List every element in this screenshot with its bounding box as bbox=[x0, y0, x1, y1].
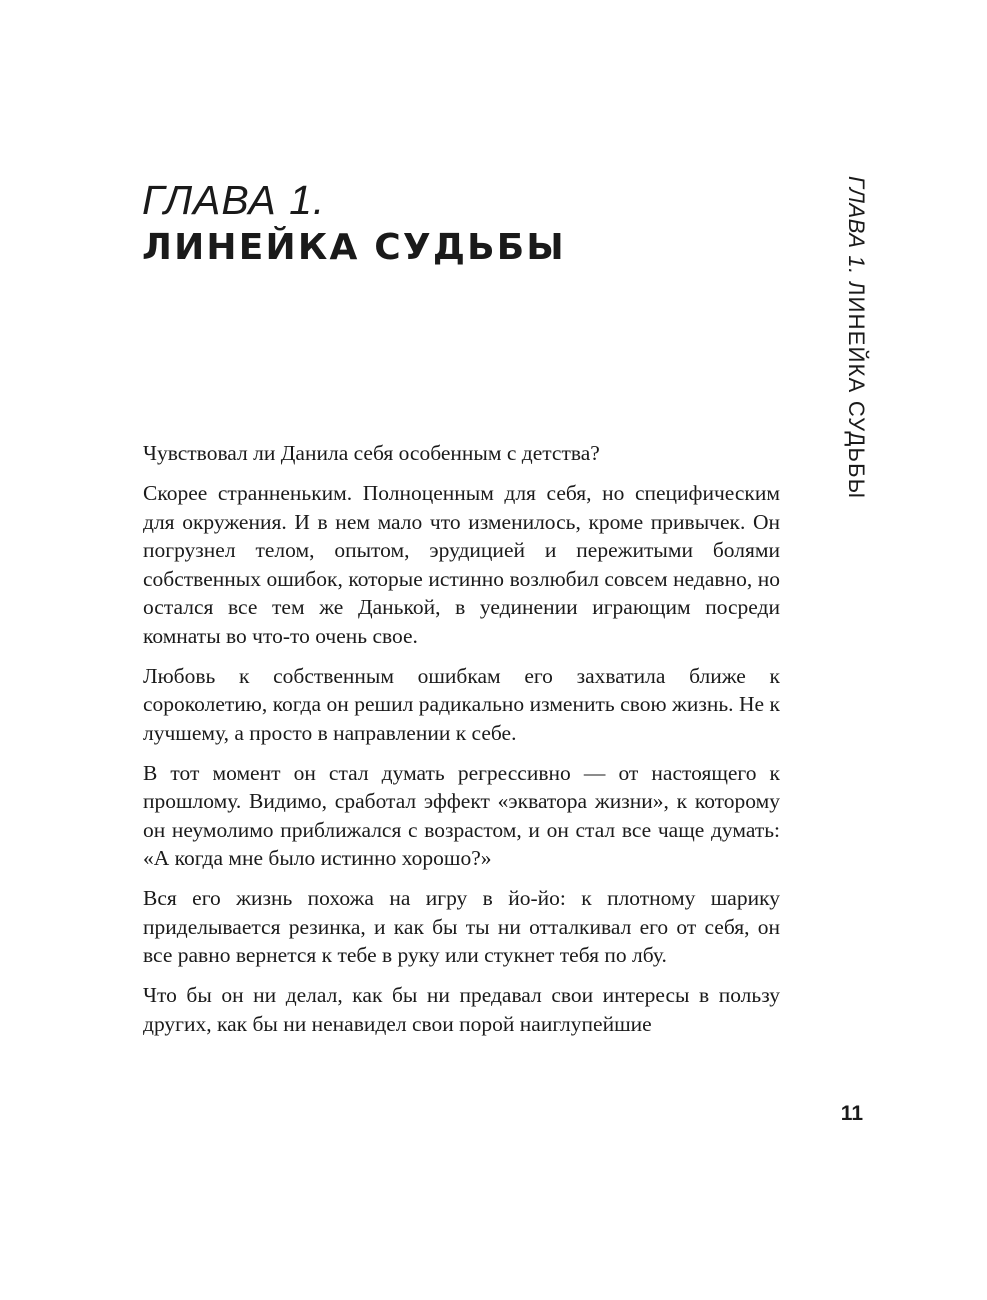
paragraph: Чувствовал ли Данила себя особенным с детства? bbox=[143, 441, 600, 465]
body-text bbox=[143, 439, 780, 1050]
paragraph: В тот момент он стал думать регрессивно — от настоящего к прошлому. Видимо, сработал эффект «экватора жизни», к которому он неумолимо приближался с возрастом, и он стал все чаще думать: «А когда мне было истинно хорошо?» bbox=[143, 760, 780, 870]
paragraph: Скорее странненьким. Полноценным для себя, но специфическим для окружения. И в нем мало что изменилось, кроме привычек. Он погрузнел телом, опытом, эрудицией и пережитыми болями собственных ошибок, которые истинно возлюбил совсем недавно, но остался все тем же Данькой, в уединении играющим посреди комнаты во что-то очень свое. bbox=[143, 481, 780, 648]
running-head bbox=[842, 176, 870, 499]
chapter-title: ЛИНЕЙКА СУДЬБЫ bbox=[142, 227, 566, 268]
running-head-title: ЛИНЕЙКА СУДЬБЫ bbox=[844, 281, 869, 500]
chapter-label: ГЛАВА 1. bbox=[142, 177, 326, 223]
paragraph: Что бы он ни делал, как бы ни предавал свои интересы в пользу других, как бы ни ненавидел свои порой наиглупейшие bbox=[143, 983, 780, 1036]
paragraph: Вся его жизнь похожа на игру в йо-йо: к плотному шарику приделывается резинка, и как бы ты ни отталкивал его от себя, он все равно вернется к тебе в руку или стукнет тебя по лбу. bbox=[143, 886, 780, 967]
page-number: 11 bbox=[840, 1102, 863, 1125]
chapter-heading bbox=[142, 176, 762, 270]
paragraph: Любовь к собственным ошибкам его захватила ближе к сороколетию, когда он решил радикально изменить свою жизнь. Не к лучшему, а просто в направлении к себе. bbox=[143, 663, 780, 745]
running-head-label: ГЛАВА 1. bbox=[844, 176, 869, 275]
